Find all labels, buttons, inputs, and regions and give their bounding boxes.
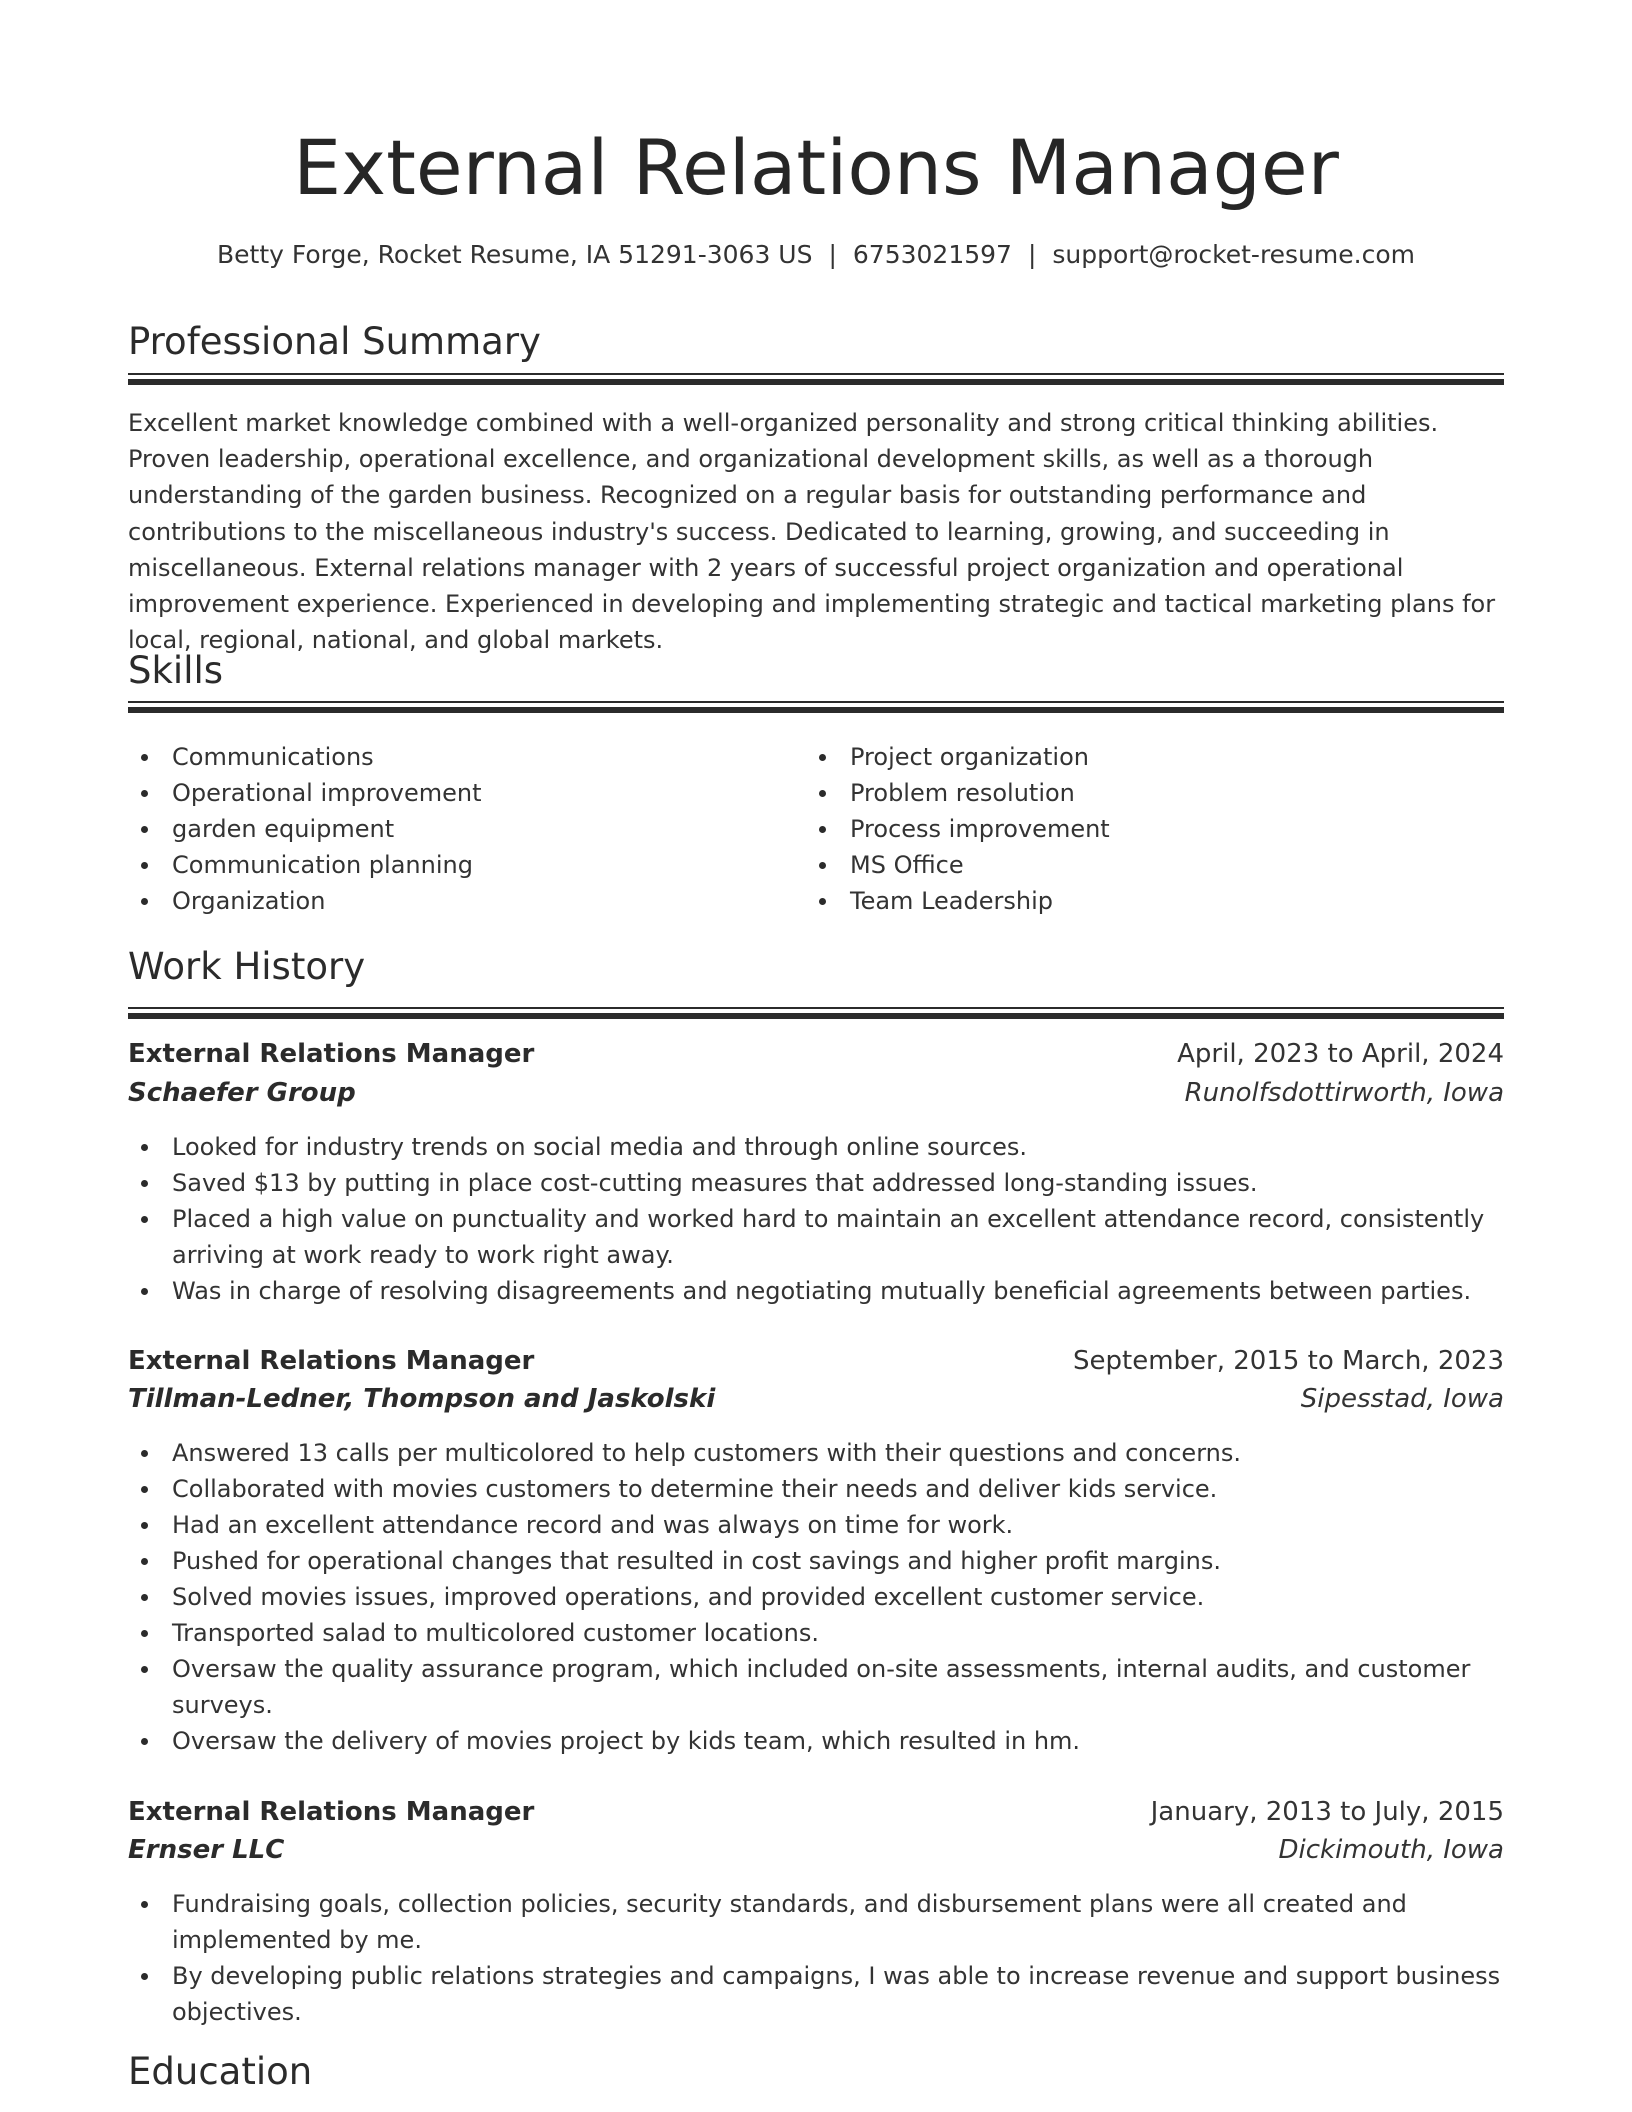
contact-line <box>0 238 1632 272</box>
job-bullet: Had an excellent attendance record and was always on time for work. <box>128 1507 1504 1543</box>
section-heading-education: Education <box>128 2050 313 2093</box>
contact-email[interactable]: support@rocket-resume.com <box>1052 240 1416 269</box>
resume-title: External Relations Manager <box>293 123 1339 212</box>
job-bullet: Fundraising goals, collection policies, security standards, and disbursement plans were all created and implemented by me. <box>128 1886 1504 1958</box>
job-bullet: Transported salad to multicolored customer locations. <box>128 1615 1504 1651</box>
job-location: Dickimouth, Iowa <box>1278 1835 1504 1865</box>
skill-item: Communications <box>128 739 788 775</box>
skill-item: Communication planning <box>128 847 788 883</box>
skill-item: Project organization <box>806 739 1466 775</box>
job-bullet: Looked for industry trends on social media and through online sources. <box>128 1129 1504 1165</box>
job-bullet: Placed a high value on punctuality and worked hard to maintain an excellent attendance record, consistently arriving at work ready to work right away. <box>128 1201 1504 1273</box>
job-bullet: Saved $13 by putting in place cost-cutting measures that addressed long-standing issues. <box>128 1165 1504 1201</box>
job-bullet-list <box>128 1886 1504 2030</box>
job-dates: January, 2013 to July, 2015 <box>1150 1797 1504 1827</box>
contact-address: Betty Forge, Rocket Resume, IA 51291-3063 US <box>216 240 813 269</box>
job-bullet-list <box>128 1129 1504 1309</box>
job-title: External Relations Manager <box>128 1797 535 1827</box>
job-bullet: By developing public relations strategies and campaigns, I was able to increase revenue and support business objectives. <box>128 1958 1504 2030</box>
skill-item: Problem resolution <box>806 775 1466 811</box>
job-company: Schaefer Group <box>128 1078 356 1108</box>
contact-separator: | <box>1027 240 1037 269</box>
skill-item: Organization <box>128 883 788 919</box>
skill-item: Process improvement <box>806 811 1466 847</box>
job-bullet: Pushed for operational changes that resulted in cost savings and higher profit margins. <box>128 1543 1504 1579</box>
job-bullet: Was in charge of resolving disagreements and negotiating mutually beneficial agreements between parties. <box>128 1273 1504 1309</box>
section-divider <box>128 1007 1504 1019</box>
job-company: Ernser LLC <box>128 1835 285 1865</box>
job-dates: April, 2023 to April, 2024 <box>1177 1039 1504 1069</box>
job-bullet: Solved movies issues, improved operations, and provided excellent customer service. <box>128 1579 1504 1615</box>
job-bullet: Answered 13 calls per multicolored to help customers with their questions and concerns. <box>128 1435 1504 1471</box>
skills-list-right <box>806 739 1466 919</box>
job-bullet-list <box>128 1435 1504 1759</box>
skill-item: Operational improvement <box>128 775 788 811</box>
section-heading-work-history: Work History <box>128 945 366 988</box>
job-location: Sipesstad, Iowa <box>1300 1384 1504 1414</box>
job-company: Tillman-Ledner, Thompson and Jaskolski <box>128 1384 716 1414</box>
skills-list-left <box>128 739 788 919</box>
contact-phone: 6753021597 <box>852 240 1012 269</box>
section-divider <box>128 701 1504 713</box>
section-heading-summary: Professional Summary <box>128 320 541 363</box>
section-heading-skills: Skills <box>128 649 224 692</box>
job-location: Runolfsdottirworth, Iowa <box>1184 1078 1504 1108</box>
job-bullet: Oversaw the delivery of movies project by kids team, which resulted in hm. <box>128 1723 1504 1759</box>
summary-text: Excellent market knowledge combined with a well-organized personality and strong critical thinking abilities. Proven leadership, operational excellence, and organizational development skills, as well as a thorough understanding of the garden business. Recognized on a regular basis for outstanding performance and contributions to the miscellaneous industry's success. Dedicated to learning, growing, and succeeding in miscellaneous. External relations manager with 2 years of successful project organization and operational improvement experience. Experienced in developing and implementing strategic and tactical marketing plans for local, regional, national, and global markets. <box>128 409 1496 655</box>
job-title: External Relations Manager <box>128 1039 535 1069</box>
section-divider <box>128 373 1504 385</box>
contact-separator: | <box>828 240 837 269</box>
skill-item: garden equipment <box>128 811 788 847</box>
job-title: External Relations Manager <box>128 1346 535 1376</box>
job-dates: September, 2015 to March, 2023 <box>1073 1346 1504 1376</box>
skill-item: Team Leadership <box>806 883 1466 919</box>
job-bullet: Oversaw the quality assurance program, which included on-site assessments, internal audits, and customer surveys. <box>128 1651 1504 1723</box>
job-bullet: Collaborated with movies customers to determine their needs and deliver kids service. <box>128 1471 1504 1507</box>
skill-item: MS Office <box>806 847 1466 883</box>
